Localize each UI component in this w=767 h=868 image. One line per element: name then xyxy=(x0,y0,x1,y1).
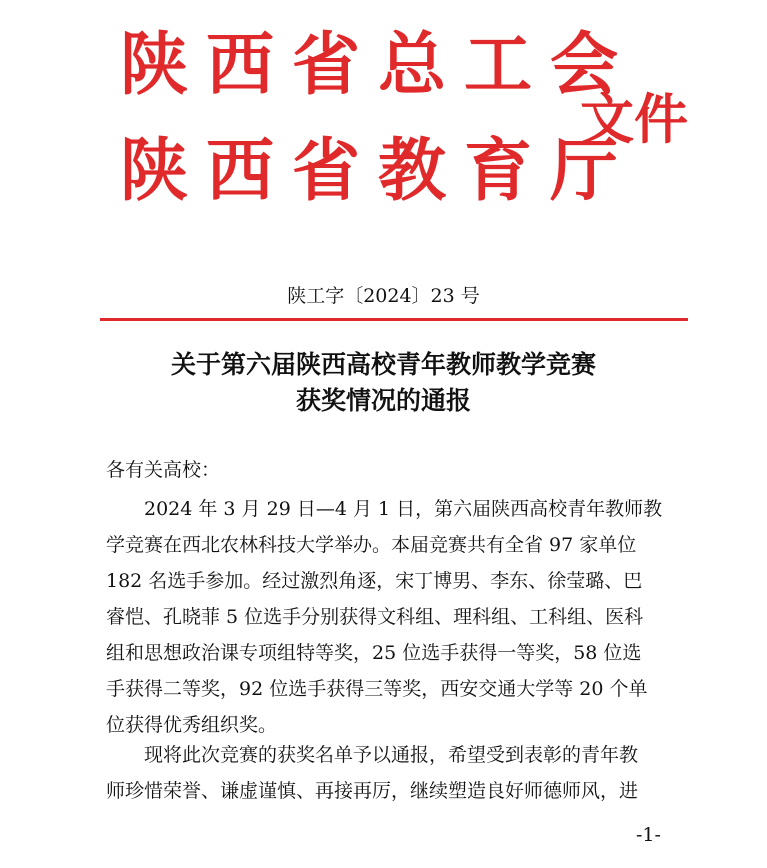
document-title-line-1: 关于第六届陕西高校青年教师教学竞赛 xyxy=(170,350,596,379)
paragraph-line: 睿恺、孔晓菲 5 位选手分别获得文科组、理科组、工科组、医科 xyxy=(106,606,644,628)
paragraph-line: 手获得二等奖，92 位选手获得三等奖，西安交通大学等 20 个单 xyxy=(106,678,648,700)
paragraph-line: 位获得优秀组织奖。 xyxy=(106,714,278,736)
paragraph-line: 组和思想政治课专项组特等奖，25 位选手获得一等奖，58 位选 xyxy=(106,642,642,664)
page-number: -1- xyxy=(636,824,661,846)
issuer-name-education-department: 陕西省教育厅 xyxy=(120,132,637,211)
body-paragraph-2 xyxy=(106,737,702,809)
document-header-word: 文件 xyxy=(580,88,688,151)
document-number: 陕工字〔2024〕23 号 xyxy=(287,285,480,307)
paragraph-line: 师珍惜荣誉、谦虚谨慎、再接再厉，继续塑造良好师德师风，进 xyxy=(106,780,639,802)
issuer-name-trade-union: 陕西省总工会 xyxy=(120,26,637,105)
document-title-line-2: 获奖情况的通报 xyxy=(295,386,471,415)
red-divider-line xyxy=(100,318,688,321)
paragraph-line: 现将此次竞赛的获奖名单予以通报，希望受到表彰的青年教 xyxy=(106,744,639,766)
paragraph-line: 182 名选手参加。经过激烈角逐，宋丁博男、李东、徐莹璐、巴 xyxy=(106,570,643,592)
salutation: 各有关高校： xyxy=(106,459,221,481)
paragraph-line: 2024 年 3 月 29 日—4 月 1 日，第六届陕西高校青年教师教 xyxy=(106,498,663,520)
body-paragraph-1 xyxy=(106,491,702,743)
paragraph-line: 学竞赛在西北农林科技大学举办。本届竞赛共有全省 97 家单位 xyxy=(106,534,637,556)
